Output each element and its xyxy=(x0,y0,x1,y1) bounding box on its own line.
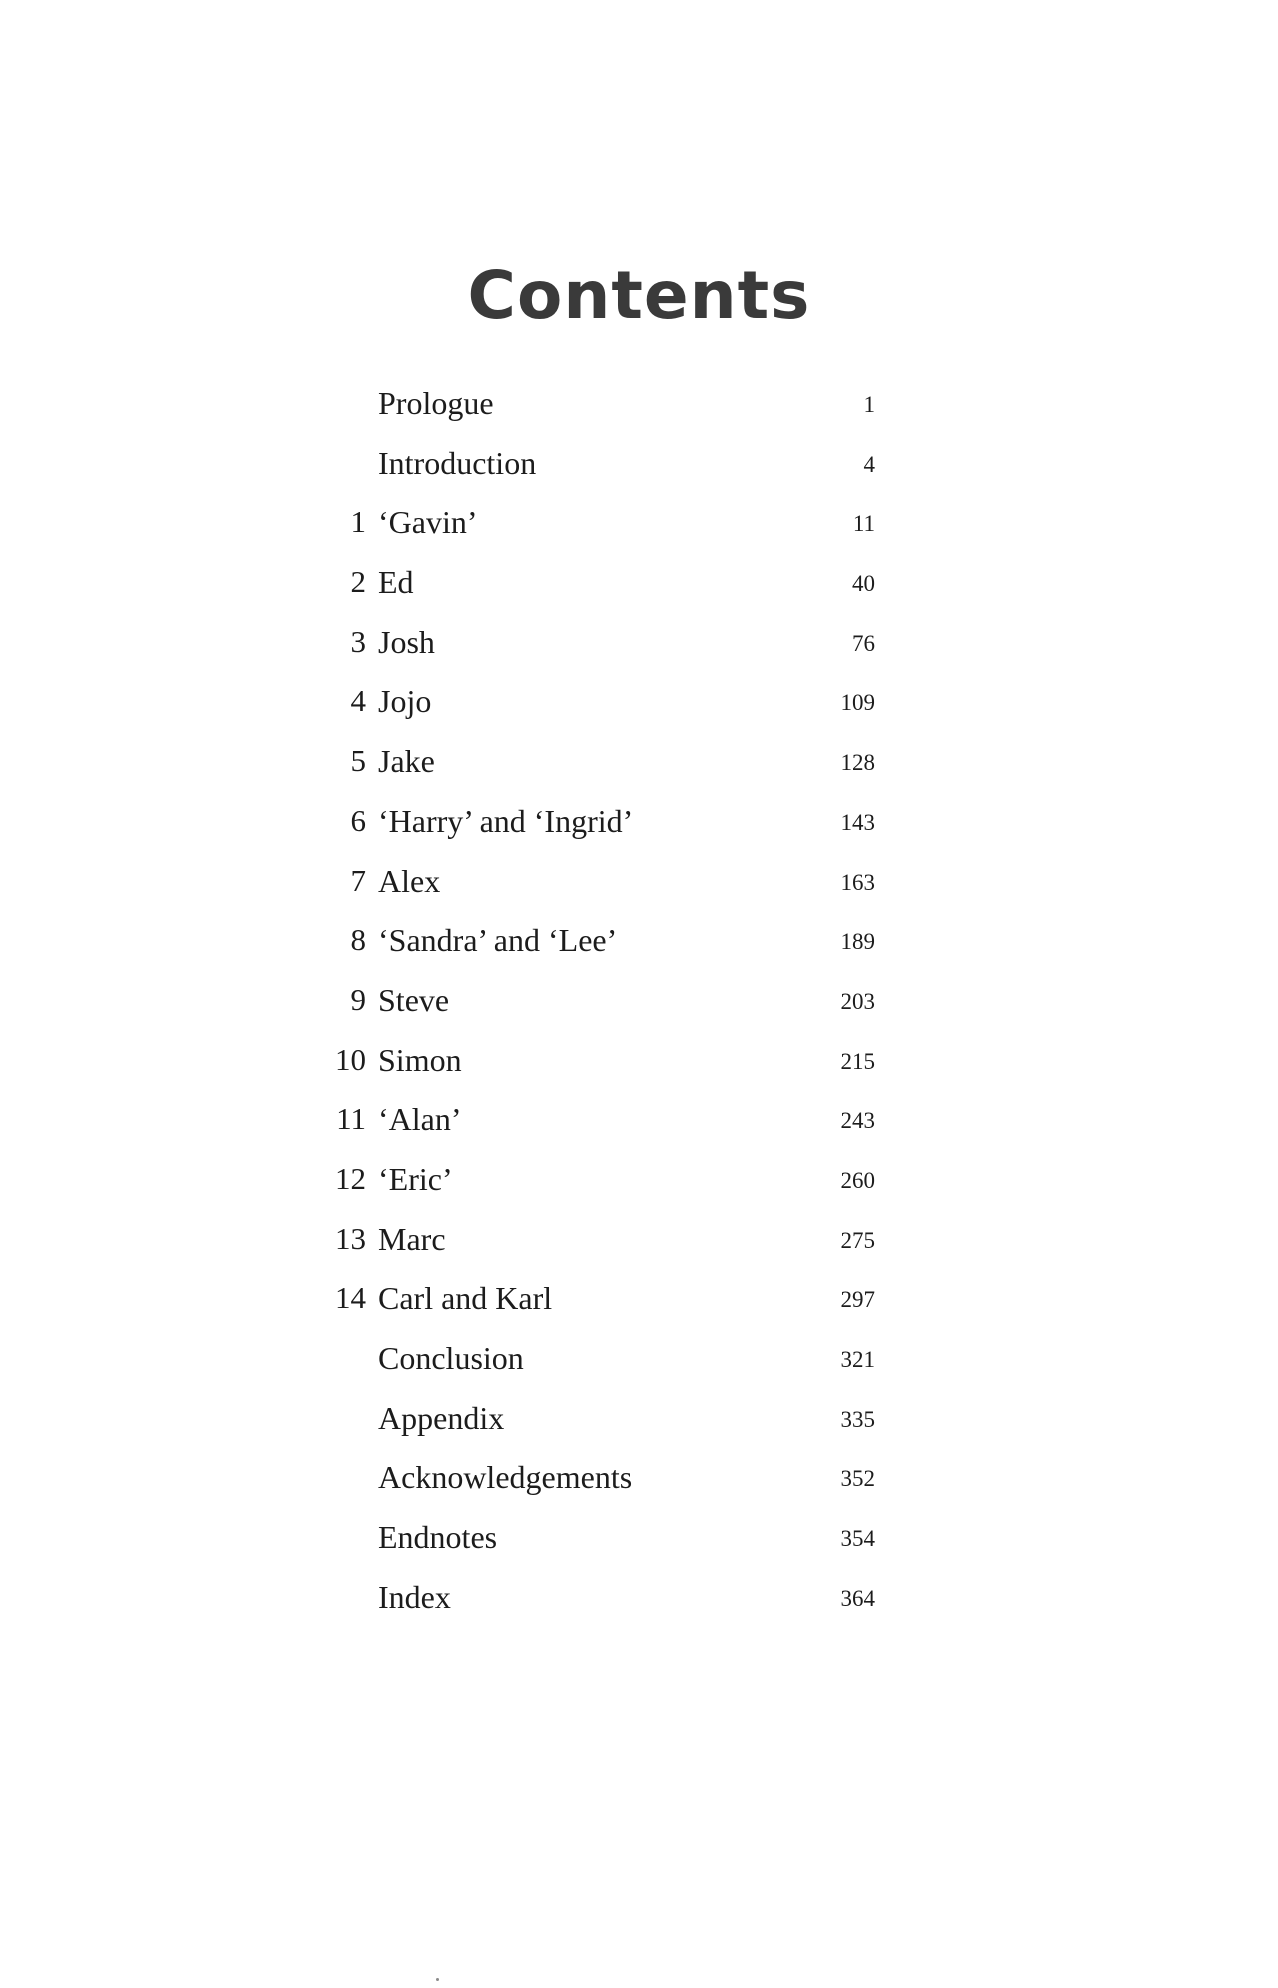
toc-entry-number: 12 xyxy=(335,1160,366,1196)
toc-entry-title: Alex xyxy=(378,862,441,899)
toc-entry-title: ‘Harry’ and ‘Ingrid’ xyxy=(378,802,634,839)
toc-entry-number: 4 xyxy=(350,683,366,719)
toc-entry-chapter-10[interactable] xyxy=(0,1035,1278,1095)
toc-entry-page: 163 xyxy=(840,869,875,895)
toc-entry-introduction[interactable] xyxy=(0,438,1278,498)
scan-speck-mark xyxy=(436,1978,439,1981)
toc-entry-chapter-13[interactable] xyxy=(0,1214,1278,1274)
toc-entry-chapter-9[interactable] xyxy=(0,975,1278,1035)
toc-entry-title: ‘Gavin’ xyxy=(378,504,478,541)
toc-entry-page: 203 xyxy=(840,988,875,1014)
toc-entry-page: 260 xyxy=(840,1167,875,1193)
toc-entry-page: 352 xyxy=(840,1466,875,1492)
toc-entry-number: 2 xyxy=(350,564,366,600)
toc-entry-title: Jake xyxy=(378,743,435,780)
toc-entry-title: Appendix xyxy=(378,1399,505,1436)
toc-entry-page: 275 xyxy=(840,1227,875,1253)
toc-entry-page: 215 xyxy=(840,1048,875,1074)
toc-entry-chapter-1[interactable] xyxy=(0,497,1278,557)
toc-entry-title: Carl and Karl xyxy=(378,1280,553,1317)
toc-entry-page: 40 xyxy=(852,571,875,597)
toc-entry-number: 7 xyxy=(350,862,366,898)
toc-entry-title: Conclusion xyxy=(378,1340,524,1376)
toc-entry-title: Jojo xyxy=(378,683,432,720)
toc-entry-page: 143 xyxy=(840,809,875,835)
toc-entry-chapter-7[interactable] xyxy=(0,856,1278,916)
toc-entry-chapter-3[interactable] xyxy=(0,617,1278,677)
toc-entry-page: 364 xyxy=(840,1585,875,1611)
toc-entry-title: Josh xyxy=(378,623,435,660)
page-title: Contents xyxy=(467,257,811,335)
toc-entry-title: Marc xyxy=(378,1220,446,1257)
toc-entry-page: 4 xyxy=(863,451,875,477)
toc-entry-chapter-11[interactable] xyxy=(0,1094,1278,1154)
toc-entry-page: 1 xyxy=(863,392,875,417)
toc-entry-page: 243 xyxy=(840,1108,875,1134)
table-of-contents xyxy=(0,378,1278,1631)
toc-entry-page: 297 xyxy=(840,1287,875,1313)
toc-entry-number: 1 xyxy=(350,504,366,540)
toc-entry-page: 354 xyxy=(840,1526,875,1552)
toc-entry-number: 3 xyxy=(350,623,366,659)
toc-entry-title: Simon xyxy=(378,1041,462,1078)
toc-entry-page: 128 xyxy=(840,750,875,776)
toc-entry-number: 13 xyxy=(335,1220,366,1256)
toc-entry-title: ‘Eric’ xyxy=(378,1160,453,1197)
toc-entry-chapter-6[interactable] xyxy=(0,796,1278,856)
toc-entry-title: Introduction xyxy=(378,444,537,481)
toc-entry-page: 321 xyxy=(840,1347,875,1372)
toc-entry-number: 10 xyxy=(335,1041,366,1077)
toc-entry-chapter-4[interactable] xyxy=(0,676,1278,736)
toc-entry-conclusion[interactable] xyxy=(0,1333,1278,1393)
toc-entry-title: ‘Alan’ xyxy=(378,1101,462,1138)
toc-entry-title: Ed xyxy=(378,564,414,601)
toc-entry-endnotes[interactable] xyxy=(0,1512,1278,1572)
toc-entry-page: 189 xyxy=(840,929,875,955)
toc-entry-number: 6 xyxy=(350,802,366,838)
toc-entry-title: Endnotes xyxy=(378,1519,498,1556)
toc-entry-title: Acknowledgements xyxy=(378,1459,633,1496)
toc-entry-number: 14 xyxy=(335,1280,366,1316)
toc-entry-prologue[interactable] xyxy=(0,378,1278,438)
toc-entry-chapter-14[interactable] xyxy=(0,1273,1278,1333)
toc-entry-number: 11 xyxy=(336,1101,366,1137)
toc-entry-index[interactable] xyxy=(0,1572,1278,1632)
toc-entry-chapter-5[interactable] xyxy=(0,736,1278,796)
toc-entry-page: 109 xyxy=(840,690,875,716)
toc-entry-title: Index xyxy=(378,1578,451,1615)
toc-entry-chapter-8[interactable] xyxy=(0,915,1278,975)
toc-entry-page: 11 xyxy=(852,511,875,537)
toc-entry-chapter-12[interactable] xyxy=(0,1154,1278,1214)
toc-entry-title: Prologue xyxy=(378,385,494,421)
toc-entry-number: 8 xyxy=(350,922,366,958)
toc-entry-number: 9 xyxy=(350,981,366,1017)
toc-entry-chapter-2[interactable] xyxy=(0,557,1278,617)
toc-entry-acknowledgements[interactable] xyxy=(0,1452,1278,1512)
toc-entry-page: 76 xyxy=(852,630,875,656)
toc-entry-number: 5 xyxy=(350,743,366,779)
toc-entry-title: ‘Sandra’ and ‘Lee’ xyxy=(378,922,618,959)
toc-entry-appendix[interactable] xyxy=(0,1393,1278,1453)
toc-entry-title: Steve xyxy=(378,981,450,1018)
toc-entry-page: 335 xyxy=(840,1406,875,1432)
